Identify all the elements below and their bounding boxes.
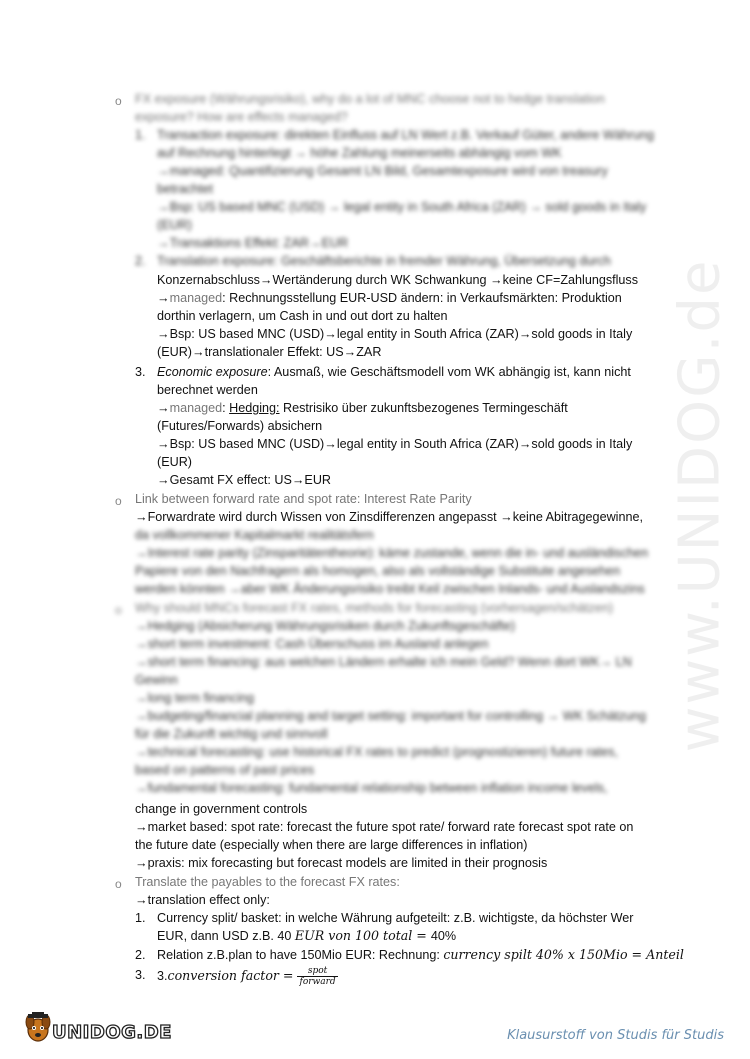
colon: : (222, 401, 230, 415)
transaction-exposure-line6: (EUR) (157, 218, 192, 232)
watermark-text: www.UNIDOG.de (667, 258, 733, 752)
list-number-1: 1. (135, 911, 146, 925)
translation-exposure-line1: Translation exposure: Geschäftsberichte in fremder Währung, Übersetzung durch (157, 254, 611, 268)
hedging-text: Restrisiko über zukunftsbezogenes Termingeschäft (279, 401, 568, 415)
blur-line-6: →short term investment: Cash Überschuss im Ausland anlegen (135, 637, 489, 651)
bullet-q4: o (115, 877, 122, 891)
economic-exposure-text: : Ausmaß, wie Geschäftsmodell vom WK abhängig ist, kann nicht (267, 365, 631, 379)
dog-icon (22, 1012, 54, 1046)
relation-text: Relation z.B.plan to have 150Mio EUR: Rechnung: (157, 948, 444, 962)
footer-tagline: Klausurstoff von Studis für Studis (507, 1028, 724, 1043)
question-translate-payables: Translate the payables to the forecast FX rates: (135, 875, 400, 889)
bullet-q1: o (115, 94, 122, 108)
economic-managed-line2: (Futures/Forwards) absichern (157, 419, 323, 433)
economic-exposure-line1 (157, 363, 631, 381)
economic-effect-line: →Gesamt FX effect: US→EUR (157, 473, 332, 487)
list-number-2: 2. (135, 948, 146, 962)
blur-line-9: →long term financing (135, 691, 255, 705)
blur-line-14: →fundamental forecasting: fundamental relationship between inflation income levels, (135, 781, 608, 795)
currency-split-math: EUR von 100 total = (294, 928, 431, 943)
managed-label: managed (169, 291, 223, 305)
transaction-exposure-line4: betrachtet (157, 182, 214, 196)
transaction-exposure-line7: →Transaktions Effekt: ZAR→EUR (157, 236, 349, 250)
logo-text: UNIDOG.DE (52, 1022, 172, 1043)
conversion-fraction (297, 966, 337, 987)
bullet-q2: o (115, 494, 122, 508)
arrow-prefix: → (157, 291, 170, 305)
blur-line-8: Gewinn (135, 673, 178, 687)
question-fx-exposure-cont: exposure? How are effects managed? (135, 110, 348, 124)
blur-line-13: based on patterns of past prices (135, 763, 315, 777)
transaction-exposure-line5: →Bsp: US based MNC (USD) → legal entity in South Africa (ZAR) → sold goods in Italy (157, 200, 647, 214)
blur-line-11: für die Zukunft wichtig und sinnvoll (135, 727, 328, 741)
currency-split-line2 (157, 927, 456, 945)
bullet-q3: o (115, 603, 122, 617)
transaction-exposure-line3: →managed: Quantifizierung Gesamt LN Bild, Gesamtexposure wird von treasury (157, 164, 608, 178)
blur-line-7: →short term financing: aus welchen Ländern erhalte ich mein Geld? Wenn dort WK→ LN (135, 655, 632, 669)
praxis-line: →praxis: mix forecasting but forecast models are limited in their prognosis (135, 856, 548, 870)
translation-exposure-line2: Konzernabschluss→Wertänderung durch WK Schwankung →keine CF=Zahlungsfluss (157, 273, 639, 287)
translation-example-line2: (EUR)→translationaler Effekt: US→ZAR (157, 345, 382, 359)
fraction-numerator: spot (297, 966, 337, 977)
blur-line-2: →Interest rate parity (Zinsparitätentheorie): käme zustande, wenn die in- und ausländischen (135, 546, 649, 560)
blur-line-1: da vollkommener Kapitalmarkt realitätsfern (135, 528, 374, 542)
transaction-exposure-line2: auf Rechnung hinterlegt → höhe Zahlung meinerseits abhängig vom WK (157, 146, 562, 160)
currency-split-prefix: EUR, dann USD z.B. 40 (157, 929, 295, 943)
currency-split-line1: Currency split/ basket: in welche Währung aufgeteilt: z.B. wichtigste, da höchster Wer (157, 911, 634, 925)
transaction-exposure-line1: Transaction exposure: direkten Einfluss auf LN Wert z.B. Verkauf Güter, andere Währung (157, 128, 655, 142)
translation-managed-line2: dorthin verlagern, um Cash in und out dort zu halten (157, 309, 448, 323)
list-number-2-blur: 2. (135, 254, 146, 268)
relation-math: currency spilt 40% x 150Mio = Anteil (443, 947, 684, 962)
translation-example-line1: →Bsp: US based MNC (USD)→legal entity in South Africa (ZAR)→sold goods in Italy (157, 327, 633, 341)
managed-label: managed (169, 401, 223, 415)
translation-effect-line: →translation effect only: (135, 893, 270, 907)
blur-line-5: →Hedging (Absicherung Währungsrisiken durch Zukunftsgeschäfte) (135, 619, 516, 633)
hedging-label: Hedging: (229, 401, 280, 415)
economic-example-line1: →Bsp: US based MNC (USD)→legal entity in South Africa (ZAR)→sold goods in Italy (157, 437, 633, 451)
translation-managed-line (157, 289, 622, 307)
list-number-3b: 3. (135, 968, 146, 982)
economic-exposure-title: Economic exposure (157, 365, 268, 379)
economic-managed-line (157, 399, 568, 417)
conversion-prefix: 3. (157, 968, 168, 983)
question-interest-rate-parity: Link between forward rate and spot rate: Interest Rate Parity (135, 492, 472, 506)
question-forecast: Why should MNCs forecast FX rates, methods for forecasting (vorhersagen/schätzen) (135, 601, 614, 615)
watermark (660, 258, 740, 752)
market-based-line1: →market based: spot rate: forecast the future spot rate/ forward rate forecast spot rate on (135, 820, 634, 834)
blur-line-3: Papiere von den Nachfragern als homogen, also als vollständige Substitute angesehen (135, 564, 621, 578)
managed-text: : Rechnungsstellung EUR-USD ändern: in Verkaufsmärkten: Produktion (222, 291, 622, 305)
government-controls-line: change in government controls (135, 802, 308, 816)
relation-line (157, 946, 684, 964)
market-based-line2: the future date (especially when there are large differences in inflation) (135, 838, 528, 852)
economic-exposure-line2: berechnet werden (157, 383, 258, 397)
arrow-prefix: → (157, 401, 170, 415)
forward-rate-line: →Forwardrate wird durch Wissen von Zinsdifferenzen angepasst →keine Abitragegewinne, (135, 510, 643, 524)
blur-line-4: werden könnten →aber WK Änderungsrisiko treibt Keil zwischen Inlands- und Auslandszins (135, 582, 645, 596)
unidog-logo[interactable] (22, 1012, 172, 1052)
question-fx-exposure: FX exposure (Währungsrisiko), why do a lot of MNC choose not to hedge translation (135, 92, 605, 106)
conversion-factor-line (157, 966, 338, 987)
currency-split-pct: 40% (430, 929, 457, 943)
economic-example-line2: (EUR) (157, 455, 192, 469)
blur-line-12: →technical forecasting: use historical FX rates to predict (prognostizieren) future rates, (135, 745, 618, 759)
list-number-3: 3. (135, 365, 146, 379)
blur-line-10: →budgeting/financial planning and target setting: important for controlling → WK Schätzung (135, 709, 647, 723)
conversion-math: conversion factor = (167, 967, 298, 983)
fraction-denominator: forward (299, 977, 336, 987)
list-number-1-blur: 1. (135, 128, 146, 142)
